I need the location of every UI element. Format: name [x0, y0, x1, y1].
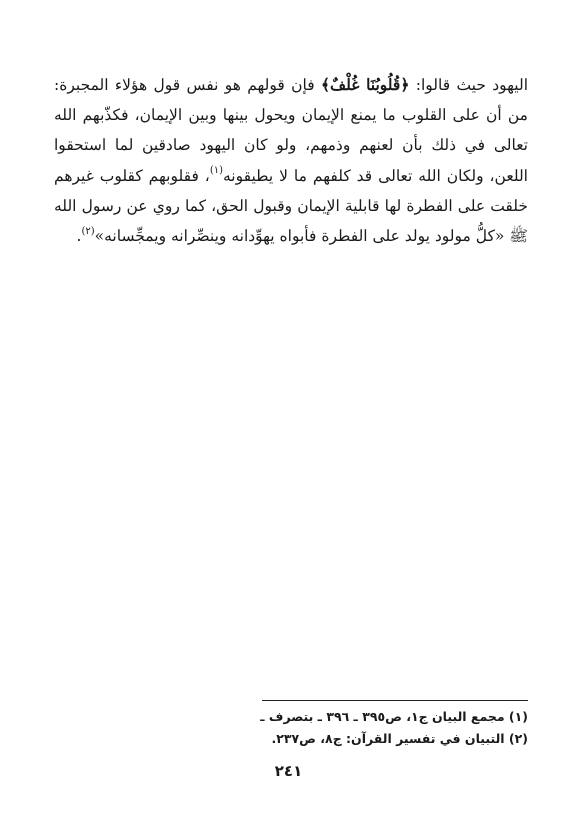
footnote-1: (١) مجمع البيان ج١، ص٣٩٥ ـ ٣٩٦ ـ بتصرف ـ [260, 709, 528, 724]
text-part-3: ، فقلوبهم كقلوب غيرهم خلقت على الفطرة لها قابلية الإيمان وقبول الحق، كما روي عن رسول الله ﷺ «كلُّ مولود يولد على الفطرة فأبواه يهوِّدانه وينصِّرانه ويمجِّسانه» [54, 166, 528, 246]
quran-quote: ﴿قُلُوبُنَا غُلْفٌ﴾ [320, 75, 410, 94]
text-part-1: اليهود حيث قالوا: [409, 76, 528, 94]
page-number: ٢٤١ [274, 762, 303, 780]
footnotes [200, 706, 528, 750]
footnote-ref-2: (٢) [81, 225, 95, 237]
text-part-2: فإن قولهم هو نفس قول هؤلاء المجبرة: من أن على القلوب ما يمنع الإيمان ويحول بينها وبين الإيمان، فكذّبهم الله تعالى في ذلك بأن لعنهم وذمهم، ولو كان اليهود صادقين لما استحقوا اللعن، ولكان الله تعالى قد كلفهم ما لا يطيقونه [54, 76, 528, 185]
footnote-2: (٢) التبيان في تفسير القرآن: ج٨، ص٢٣٧. [271, 731, 528, 746]
footnote-divider [262, 700, 528, 701]
footnote-ref-1: (١) [209, 165, 223, 177]
text-part-4: . [76, 227, 82, 246]
main-text [54, 70, 528, 251]
main-paragraph [54, 70, 528, 251]
